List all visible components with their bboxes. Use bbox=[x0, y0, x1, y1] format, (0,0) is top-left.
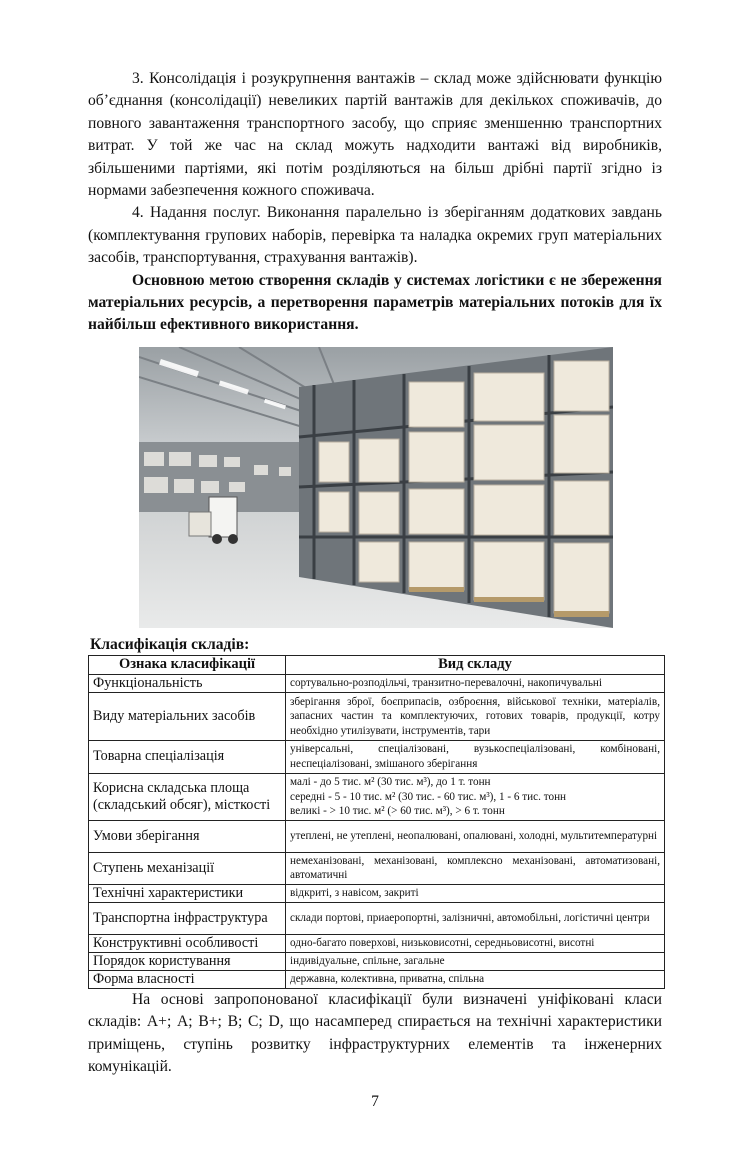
row-feature: Технічні характеристики bbox=[89, 884, 286, 902]
row-type: немеханізовані, механізовані, комплексно механізовані, автоматизовані, автоматичні bbox=[286, 852, 665, 884]
row-feature: Порядок користування bbox=[89, 952, 286, 970]
row-type: універсальні, спеціалізовані, вузькоспеціалізовані, комбіновані, неспеціалізовані, змішаного зберігання bbox=[286, 740, 665, 773]
row-feature: Транспортна інфраструктура bbox=[89, 902, 286, 934]
page-number: 7 bbox=[371, 1093, 379, 1110]
table-row bbox=[89, 934, 665, 952]
row-type: утеплені, не утеплені, неопалювані, опалювані, холодні, мультитемпературні bbox=[286, 820, 665, 852]
row-feature: Ступень механізації bbox=[89, 852, 286, 884]
page-content bbox=[88, 68, 662, 1079]
paragraph-main-goal: Основною метою створення складів у системах логістики є не збереження матеріальних ресурсів, а перетворення параметрів матеріальних потоків для їх найбільш ефективного використання. bbox=[88, 271, 662, 334]
row-feature: Форма власності bbox=[89, 970, 286, 988]
row-type: одно-багато поверхові, низьковисотні, середньовисотні, висотні bbox=[286, 934, 665, 952]
table-row bbox=[89, 692, 665, 740]
classification-title: Класифікація складів: bbox=[90, 635, 250, 653]
row-feature: Корисна складська площа (складський обсяг), місткості bbox=[89, 773, 286, 820]
row-feature: Виду матеріальних засобів bbox=[89, 692, 286, 740]
row-feature: Товарна спеціалізація bbox=[89, 740, 286, 773]
row-type: відкриті, з навісом, закриті bbox=[286, 884, 665, 902]
paragraph-consolidation: 3. Консолідація і розукрупнення вантажів – склад може здійснювати функцію об’єднання (консолідації) невеликих партій вантажів для декількох споживачів, до повного завантаження транспортного засобу, що сприяє зменшенню транспортних витрат. У той же час на склад можуть надходити вантажі від виробників, збільшеними партіями, які потім розділяються на більш дрібні партії згідно із нормами забезпечення кожного споживача. bbox=[88, 70, 662, 200]
row-type: сортувально-розподільчі, транзитно-перевалочні, накопичувальні bbox=[286, 674, 665, 692]
table-row bbox=[89, 902, 665, 934]
table-row bbox=[89, 773, 665, 820]
paragraph-unified-classes: На основі запропонованої класифікації були визначені уніфіковані класи складів: А+; А; В+; В; С; D, що насамперед спирається на технічні характеристики приміщень, ступінь розвитку інфраструктурних елементів та інженерних комунікацій. bbox=[88, 990, 662, 1076]
table-row bbox=[89, 970, 665, 988]
row-type: склади портові, приаеропортні, залізничні, автомобільні, логістичні центри bbox=[286, 902, 665, 934]
header-type: Вид складу bbox=[286, 655, 665, 674]
row-type: індивідуальне, спільне, загальне bbox=[286, 952, 665, 970]
table-row bbox=[89, 820, 665, 852]
row-feature: Функціональність bbox=[89, 674, 286, 692]
classification-table bbox=[88, 655, 665, 989]
warehouse-photo bbox=[139, 347, 613, 628]
row-feature: Конструктивні особливості bbox=[89, 934, 286, 952]
table-row bbox=[89, 884, 665, 902]
table-row bbox=[89, 674, 665, 692]
header-feature: Ознака класифікації bbox=[89, 655, 286, 674]
row-feature: Умови зберігання bbox=[89, 820, 286, 852]
row-type: зберігання зброї, боєприпасів, озброєння, військової техніки, матеріалів, запасних частин та комплектуючих, готових товарів, продукції, котру необхідно утилізувати, інструментів, тари bbox=[286, 692, 665, 740]
table-row bbox=[89, 740, 665, 773]
row-type: державна, колективна, приватна, спільна bbox=[286, 970, 665, 988]
table-header-row bbox=[89, 655, 665, 674]
table-row bbox=[89, 952, 665, 970]
row-type: малі - до 5 тис. м² (30 тис. м³), до 1 т. тонн середні - 5 - 10 тис. м² (30 тис. - 60 тис. м³), 1 - 6 тис. тонн великі - > 10 тис. м² (> 60 тис. м³), > 6 т. тонн bbox=[286, 773, 665, 820]
paragraph-services: 4. Надання послуг. Виконання паралельно із зберіганням додаткових завдань (комплектування групових наборів, перевірка та наладка окремих груп матеріальних засобів, транспортування, страхування вантажів). bbox=[88, 204, 662, 267]
table-row bbox=[89, 852, 665, 884]
